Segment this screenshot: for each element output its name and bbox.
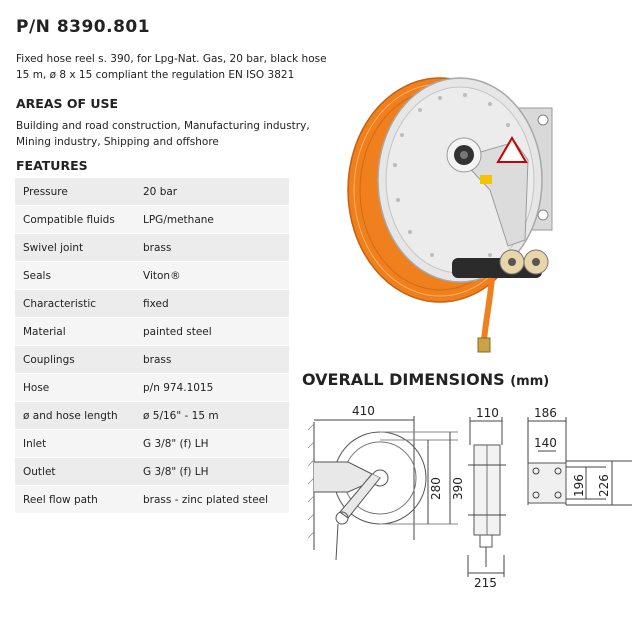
feature-row <box>15 402 289 430</box>
feature-key: Compatible fluids <box>15 206 135 234</box>
dim-140: 140 <box>534 436 557 450</box>
feature-value: G 3/8" (f) LH <box>135 430 289 458</box>
feature-row <box>15 430 289 458</box>
dimensions-heading: OVERALL DIMENSIONS (mm) <box>302 370 550 389</box>
feature-value: painted steel <box>135 318 289 346</box>
feature-key: Pressure <box>15 178 135 206</box>
features-heading: FEATURES <box>16 158 88 173</box>
dim-110: 110 <box>476 406 499 420</box>
feature-row <box>15 318 289 346</box>
feature-key: ø and hose length <box>15 402 135 430</box>
feature-value: brass <box>135 234 289 262</box>
feature-row <box>15 206 289 234</box>
feature-value: brass - zinc plated steel <box>135 486 289 514</box>
feature-row <box>15 346 289 374</box>
dim-186: 186 <box>534 406 557 420</box>
feature-row <box>15 486 289 514</box>
dim-215: 215 <box>474 576 497 590</box>
dim-410: 410 <box>352 404 375 418</box>
feature-value: Viton® <box>135 262 289 290</box>
feature-value: brass <box>135 346 289 374</box>
dim-196: 196 <box>572 474 586 497</box>
feature-value: LPG/methane <box>135 206 289 234</box>
areas-heading: AREAS OF USE <box>16 96 119 111</box>
feature-key: Inlet <box>15 430 135 458</box>
feature-value: ø 5/16" - 15 m <box>135 402 289 430</box>
hose-reel-illustration <box>340 40 560 360</box>
feature-row <box>15 458 289 486</box>
feature-key: Swivel joint <box>15 234 135 262</box>
feature-key: Seals <box>15 262 135 290</box>
feature-row <box>15 262 289 290</box>
dim-390: 390 <box>451 477 465 500</box>
product-number: P/N 8390.801 <box>16 17 151 37</box>
feature-key: Material <box>15 318 135 346</box>
feature-key: Outlet <box>15 458 135 486</box>
feature-row <box>15 374 289 402</box>
feature-value: p/n 974.1015 <box>135 374 289 402</box>
areas-text: Building and road construction, Manufacturing industry, Mining industry, Shipping and offshore <box>16 120 310 148</box>
dim-226: 226 <box>597 474 611 497</box>
mounting-plate-drawing <box>522 405 634 515</box>
side-view-drawing <box>308 400 468 570</box>
feature-key: Hose <box>15 374 135 402</box>
features-table <box>15 178 289 514</box>
product-description: Fixed hose reel s. 390, for Lpg-Nat. Gas, 20 bar, black hose 15 m, ø 8 x 15 compliant the regulation EN ISO 3821 <box>16 53 327 81</box>
front-view-drawing <box>462 405 518 590</box>
dim-280: 280 <box>429 477 443 500</box>
feature-value: fixed <box>135 290 289 318</box>
feature-row <box>15 290 289 318</box>
feature-value: G 3/8" (f) LH <box>135 458 289 486</box>
feature-value: 20 bar <box>135 178 289 206</box>
feature-row <box>15 178 289 206</box>
feature-key: Characteristic <box>15 290 135 318</box>
feature-key: Reel flow path <box>15 486 135 514</box>
feature-row <box>15 234 289 262</box>
feature-key: Couplings <box>15 346 135 374</box>
